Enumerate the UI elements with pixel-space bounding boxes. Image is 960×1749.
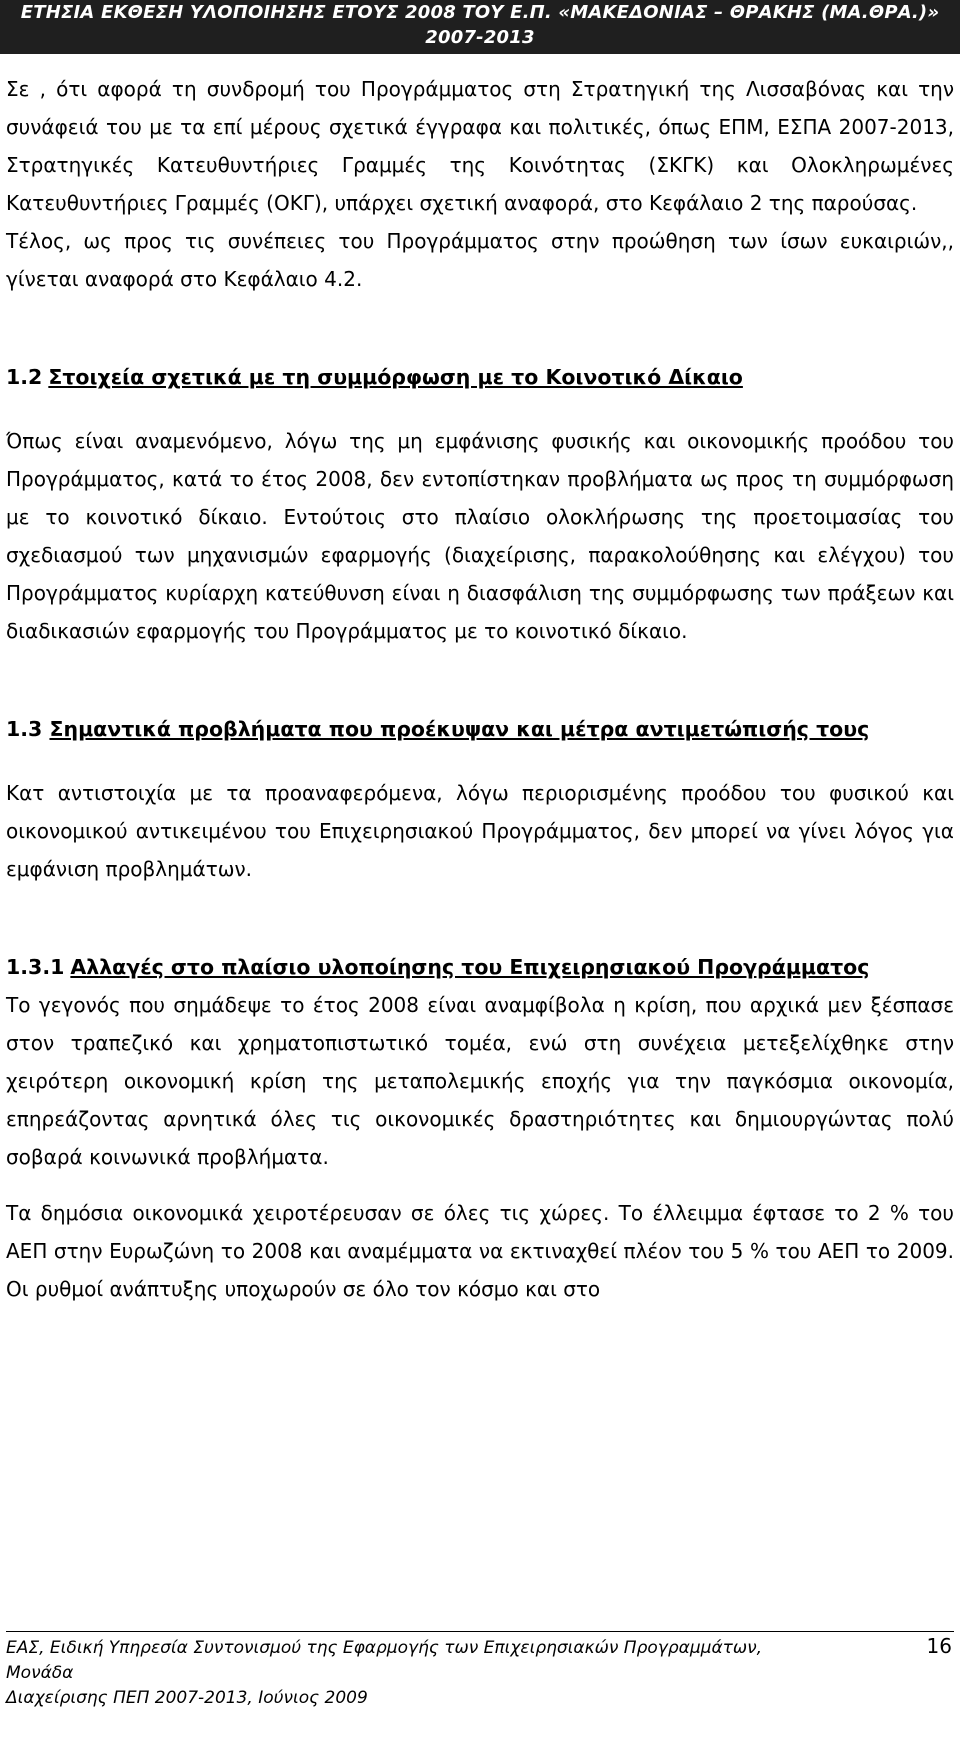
- section-title: Στοιχεία σχετικά με τη συμμόρφωση με το Κοινοτικό Δίκαιο: [48, 365, 743, 389]
- section-number: 1.3: [6, 717, 43, 741]
- paragraph-compliance: Όπως είναι αναμενόμενο, λόγω της μη εμφάνισης φυσικής και οικονομικής προόδου του Προγράμματος, κατά το έτος 2008, δεν εντοπίστηκαν προβλήματα ως προς τη συμμόρφωση με το κοινοτικό δίκαιο. Εντούτοις στο πλαίσιο ολοκλήρωσης της προετοιμασίας του σχεδιασμού των μηχανισμών εφαρμογής (διαχείρισης, παρακολούθησης και ελέγχου) του Προγράμματος κυρίαρχη κατεύθυνση είναι η διασφάλιση της συμμόρφωσης των πράξεων και διαδικασιών εφαρμογής του Προγράμματος με το κοινοτικό δίκαιο.: [6, 429, 954, 643]
- page-header: [0, 0, 960, 54]
- paragraph-public-finances: Τα δημόσια οικονομικά χειροτέρευσαν σε όλες τις χώρες. Το έλλειμμα έφτασε το 2 % του ΑΕΠ στην Ευρωζώνη το 2008 και αναμέμματα να εκτιναχθεί πλέον του 5 % του ΑΕΠ το 2009. Οι ρυθμοί ανάπτυξης υποχωρούν σε όλο τον κόσμο και στο: [6, 1201, 954, 1301]
- paragraph-problems: Κατ αντιστοιχία με τα προαναφερόμενα, λόγω περιορισμένης προόδου του φυσικού και οικονομικού αντικειμένου του Επιχειρησιακού Προγράμματος, δεν μπορεί να γίνει λόγος για εμφάνιση προβλημάτων.: [6, 781, 954, 881]
- footer-line-1: ΕΑΣ, Ειδική Υπηρεσία Συντονισμού της Εφαρμογής των Επιχειρησιακών Προγραμμάτων, Μονάδα: [6, 1638, 763, 1683]
- section-heading-1-2: [6, 358, 954, 396]
- footer-divider: [6, 1631, 954, 1632]
- section-number: 1.2: [6, 365, 43, 389]
- section-title: Σημαντικά προβλήματα που προέκυψαν και μέτρα αντιμετώπισής τους: [49, 717, 870, 741]
- footer-citation: [6, 1636, 826, 1711]
- section-number: 1.3.1: [6, 955, 65, 979]
- header-title: ΕΤΗΣΙΑ ΕΚΘΕΣΗ ΥΛΟΠΟΙΗΣΗΣ ΕΤΟΥΣ 2008 ΤΟΥ Ε.Π. «ΜΑΚΕΔΟΝΙΑΣ – ΘΡΑΚΗΣ (ΜΑ.ΘΡΑ.)»: [20, 2, 940, 23]
- paragraph-equal-opportunities: Τέλος, ως προς τις συνέπειες του Προγράμματος στην προώθηση των ίσων ευκαιριών,, γίνεται αναφορά στο Κεφάλαιο 4.2.: [6, 229, 954, 291]
- page-number: 16: [926, 1634, 952, 1658]
- section-heading-1-3-1: [6, 948, 954, 986]
- header-period: 2007-2013: [425, 27, 535, 48]
- document-body: [6, 70, 954, 1308]
- footer-line-2: Διαχείρισης ΠΕΠ 2007-2013, Ιούνιος 2009: [6, 1688, 368, 1708]
- section-title: Αλλαγές στο πλαίσιο υλοποίησης του Επιχειρησιακού Προγράμματος: [70, 955, 870, 979]
- paragraph-lisbon-strategy: Σε , ότι αφορά τη συνδρομή του Προγράμματος στη Στρατηγική της Λισσαβόνας και την συνάφειά του με τα επί μέρους σχετικά έγγραφα και πολιτικές, όπως ΕΠΜ, ΕΣΠΑ 2007-2013, Στρατηγικές Κατευθυντήριες Γραμμές της Κοινότητας (ΣΚΓΚ) και Ολοκληρωμένες Κατευθυντήριες Γραμμές (ΟΚΓ), υπάρχει σχετική αναφορά, στο Κεφάλαιο 2 της παρούσας.: [6, 77, 954, 215]
- paragraph-crisis: Το γεγονός που σημάδεψε το έτος 2008 είναι αναμφίβολα η κρίση, που αρχικά μεν ξέσπασε στον τραπεζικό και χρηματοπιστωτικό τομέα, ενώ στη συνέχεια μετεξελίχθηκε στην χειρότερη οικονομική κρίση της μεταπολεμικής εποχής για την παγκόσμια οικονομία, επηρεάζοντας αρνητικά όλες τις οικονομικές δραστηριότητες και δημιουργώντας πολύ σοβαρά κοινωνικά προβλήματα.: [6, 993, 954, 1169]
- section-heading-1-3: [6, 710, 954, 748]
